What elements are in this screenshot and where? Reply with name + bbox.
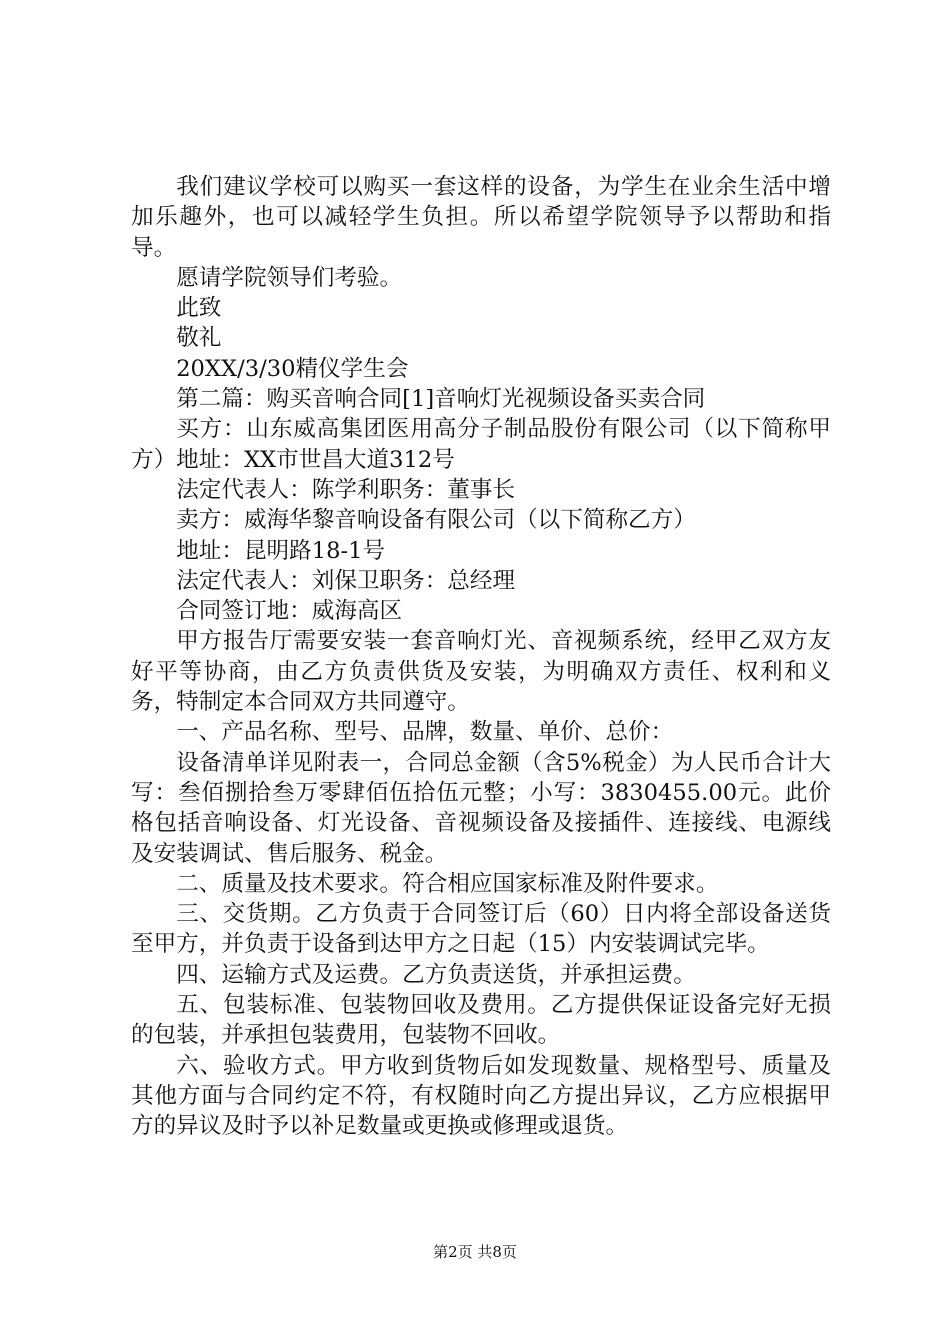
document-body — [131, 172, 831, 1142]
paragraph-seller: 卖方：威海华黎音响设备有限公司（以下简称乙方） — [176, 507, 696, 534]
clause-3: 三、交货期。乙方负责于合同签订后（60）日内将全部设备送货至甲方，并负责于设备到达甲方之日起（15）内安装调试完毕。 — [131, 901, 831, 958]
paragraph-request: 愿请学院领导们考验。 — [176, 264, 403, 291]
clause-5: 五、包装标准、包装物回收及费用。乙方提供保证设备完好无损的包装，并承担包装费用，包装物不回收。 — [131, 992, 831, 1049]
clause-1-title: 一、产品名称、型号、品牌，数量、单价、总价： — [176, 719, 674, 746]
paragraph-contract-purpose: 甲方报告厅需要安装一套音响灯光、音视频系统，经甲乙双方友好平等协商，由乙方负责供货及安装，为明确双方责任、权利和义务，特制定本合同双方共同遵守。 — [131, 628, 831, 716]
paragraph-proposal: 我们建议学校可以购买一套这样的设备，为学生在业余生活中增加乐趣外，也可以减轻学生负担。所以希望学院领导予以帮助和指导。 — [131, 174, 831, 261]
clause-6: 六、验收方式。甲方收到货物后如发现数量、规格型号、质量及其他方面与合同约定不符，有权随时向乙方提出异议，乙方应根据甲方的异议及时予以补足数量或更换或修理或退货。 — [131, 1052, 831, 1140]
paragraph-signing-place: 合同签订地：威海高区 — [176, 598, 403, 625]
paragraph-date-signature: 20XX/3/30精仪学生会 — [176, 355, 409, 382]
section-title: 第二篇：购买音响合同[1]音响灯光视频设备买卖合同 — [176, 386, 706, 413]
paragraph-buyer: 买方：山东威高集团医用高分子制品股份有限公司（以下简称甲方）地址：XX市世昌大道312号 — [131, 416, 831, 473]
page-number-footer: 第2页 共8页 — [433, 1243, 517, 1261]
clause-4: 四、运输方式及运费。乙方负责送货，并承担运费。 — [176, 961, 696, 988]
paragraph-seller-address: 地址：昆明路18-1号 — [176, 537, 386, 564]
paragraph-buyer-representative: 法定代表人：陈学利职务：董事长 — [176, 476, 516, 503]
paragraph-seller-representative: 法定代表人：刘保卫职务：总经理 — [176, 567, 516, 594]
paragraph-salutation: 此致 — [176, 295, 222, 322]
clause-1-body: 设备清单详见附表一，合同总金额（含5%税金）为人民币合计大写：叁佰捌拾叁万零肆佰伍拾伍元整；小写：3830455.00元。此价格包括音响设备、灯光设备、音视频设备及接插件、连接线、电源线及安装调试、售后服务、税金。 — [131, 749, 831, 867]
clause-2: 二、质量及技术要求。符合相应国家标准及附件要求。 — [176, 870, 719, 897]
paragraph-regards: 敬礼 — [176, 325, 222, 352]
